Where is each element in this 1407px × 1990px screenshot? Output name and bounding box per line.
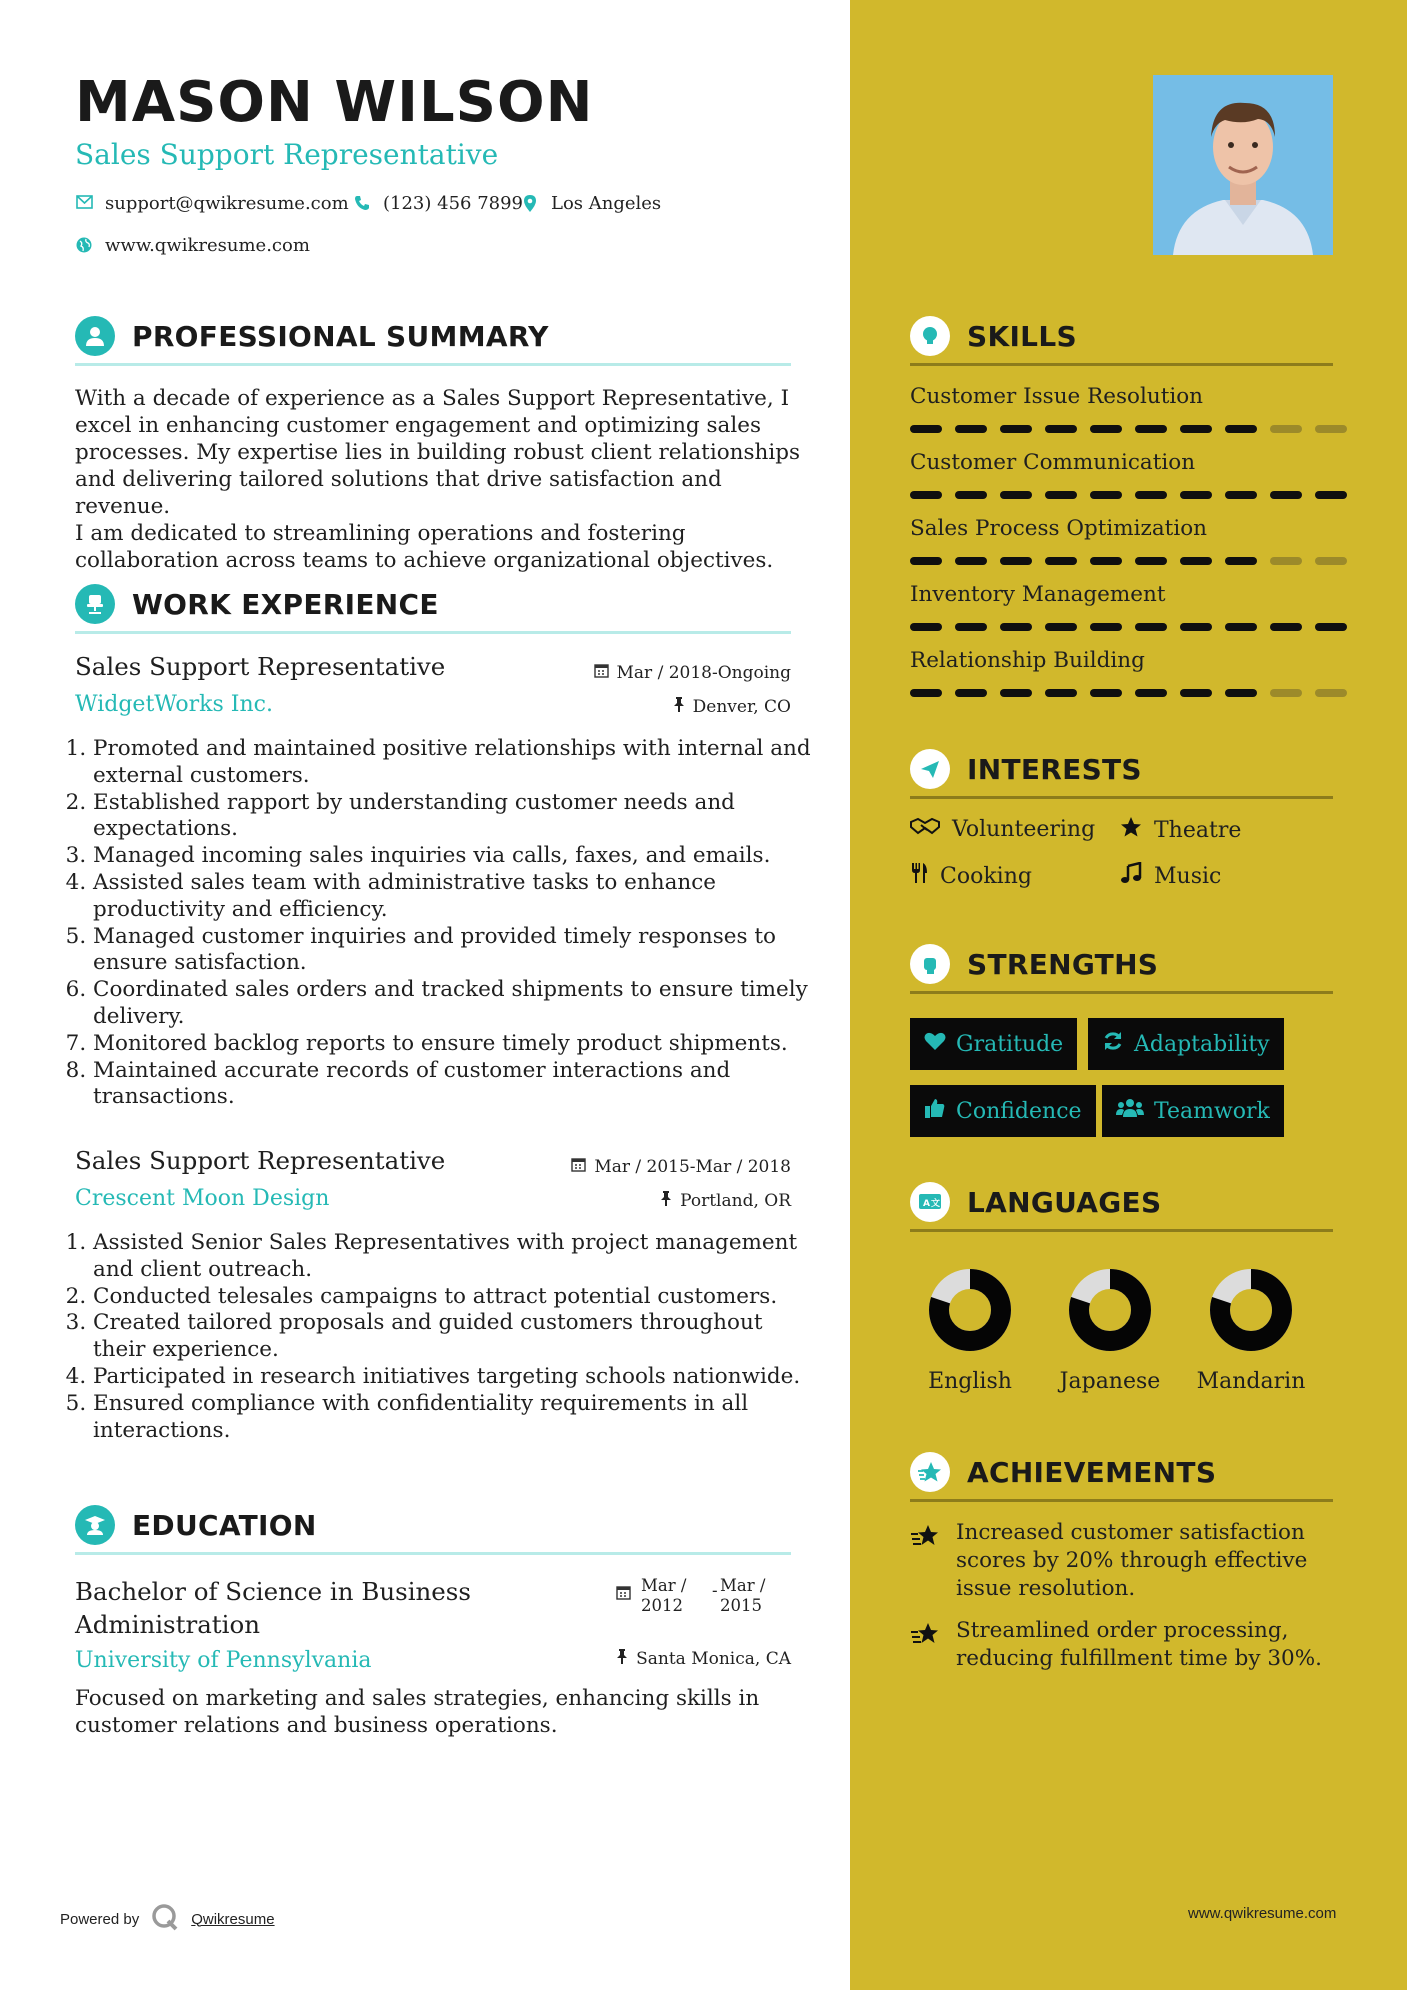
duty-item: 3. Managed incoming sales inquiries via calls, faxes, and emails.: [93, 843, 813, 870]
pushpin-icon: [616, 1649, 628, 1669]
profile-photo: [1153, 75, 1333, 255]
svg-text:A: A: [923, 1199, 930, 1209]
summary-text: [75, 385, 815, 574]
skills-divider: [910, 363, 1333, 366]
duty-item: 8. Maintained accurate records of customer interactions and transactions.: [93, 1058, 813, 1112]
duty-item: 2. Conducted telesales campaigns to attract potential customers.: [93, 1284, 813, 1311]
skill-rating-segment: [1270, 425, 1302, 433]
interests-title: INTERESTS: [967, 752, 1142, 786]
duty-item: 3. Created tailored proposals and guided customers throughout their experience.: [93, 1310, 813, 1364]
skill-rating-segment: [1180, 557, 1212, 565]
paper-plane-icon: [910, 749, 950, 789]
skill-rating-segment: [1315, 491, 1347, 499]
edu-desc-line: Focused on marketing and sales strategies, enhancing skills in: [75, 1686, 760, 1711]
language-ring: [1209, 1268, 1293, 1352]
duty-item: 7. Monitored backlog reports to ensure timely product shipments.: [93, 1031, 813, 1058]
graduate-icon: [75, 1505, 115, 1545]
skill-rating-segment: [1000, 557, 1032, 565]
skill-rating-segment: [1090, 557, 1122, 565]
skill-rating-segment: [1315, 689, 1347, 697]
music-note-icon: [1120, 862, 1142, 890]
thumbs-up-icon: [924, 1097, 946, 1125]
skill-rating-segment: [1180, 689, 1212, 697]
skill-rating-segment: [910, 491, 942, 499]
education-title: EDUCATION: [132, 1508, 317, 1542]
education-description: [75, 1685, 815, 1739]
skill-rating-segment: [910, 425, 942, 433]
summary-line: collaboration across teams to achieve organizational objectives.: [75, 548, 774, 573]
skill-rating-segment: [1135, 425, 1167, 433]
language-label: English: [928, 1369, 1012, 1394]
achievements-divider: [910, 1499, 1333, 1502]
contact-website[interactable]: [75, 235, 310, 256]
edu-location-text: Santa Monica, CA: [636, 1649, 791, 1669]
achievement-line: reducing fulfillment time by 30%.: [956, 1646, 1323, 1671]
skill-rating-segment: [1180, 425, 1212, 433]
summary-line: processes. My expertise lies in building robust client relationships: [75, 440, 801, 465]
globe-icon: [75, 237, 93, 255]
footer-powered: [60, 1903, 275, 1935]
language-label: Mandarin: [1196, 1369, 1306, 1394]
job-role: Sales Support Representative: [75, 1146, 446, 1175]
skill-label: Customer Issue Resolution: [910, 384, 1204, 409]
strength-label: Confidence: [956, 1098, 1082, 1124]
interest-label: Theatre: [1154, 817, 1242, 843]
sidebar-column: [850, 0, 1407, 1990]
skill-rating-segment: [955, 425, 987, 433]
achievement-item: [956, 1519, 1326, 1603]
job-duties: [75, 736, 813, 1111]
skill-label: Relationship Building: [910, 648, 1145, 673]
skills-heading: [910, 316, 1077, 356]
job-dates: [571, 1157, 791, 1177]
qwikresume-logo-icon: [151, 1903, 179, 1935]
strength-label: Gratitude: [956, 1031, 1064, 1057]
skill-rating-segment: [1225, 491, 1257, 499]
interest-item: [1120, 816, 1241, 844]
summary-divider: [75, 363, 791, 366]
edu-start-year: 2012: [641, 1596, 683, 1615]
interest-item: [910, 862, 1032, 890]
edu-end-year: 2015: [720, 1596, 762, 1615]
job-location-text: Denver, CO: [692, 697, 791, 717]
language-icon: [910, 1182, 950, 1222]
summary-line: I am dedicated to streamlining operations and fostering: [75, 521, 686, 546]
heart-icon: [924, 1031, 946, 1057]
skill-rating: [910, 623, 1347, 631]
refresh-icon: [1102, 1030, 1124, 1058]
duty-item: 5. Managed customer inquiries and provided timely responses to ensure satisfaction.: [93, 924, 813, 978]
edu-location: [616, 1649, 791, 1669]
job-dates-text: Mar / 2018-Ongoing: [616, 663, 791, 683]
skill-rating-segment: [1270, 623, 1302, 631]
achievement-line: issue resolution.: [956, 1576, 1136, 1601]
job-company: Crescent Moon Design: [75, 1186, 330, 1211]
skill-label: Inventory Management: [910, 582, 1166, 607]
pushpin-icon: [673, 697, 685, 717]
languages-title: LANGUAGES: [967, 1185, 1162, 1219]
email-text: support@qwikresume.com: [105, 193, 349, 214]
strength-chip: [910, 1085, 1096, 1137]
skill-label: Sales Process Optimization: [910, 516, 1207, 541]
skill-rating-segment: [955, 557, 987, 565]
edu-date-separator: -: [712, 1581, 718, 1600]
strengths-title: STRENGTHS: [967, 947, 1159, 981]
envelope-icon: [75, 195, 93, 213]
strength-chip: [910, 1018, 1077, 1070]
skill-rating-segment: [1315, 557, 1347, 565]
skill-rating-segment: [910, 623, 942, 631]
skill-rating-segment: [1315, 623, 1347, 631]
duty-item: 5. Ensured compliance with confidentiality requirements in all interactions.: [93, 1391, 813, 1445]
skill-rating-segment: [1225, 689, 1257, 697]
website-text: www.qwikresume.com: [105, 235, 310, 256]
education-heading: [75, 1505, 317, 1545]
skill-rating-segment: [1135, 557, 1167, 565]
user-icon: [75, 316, 115, 356]
skill-rating-segment: [1045, 425, 1077, 433]
skill-rating-segment: [1045, 491, 1077, 499]
contact-location: [521, 193, 661, 214]
skill-rating-segment: [955, 491, 987, 499]
experience-divider: [75, 631, 791, 634]
achievements-heading: [910, 1452, 1216, 1492]
edu-start-date: [641, 1576, 686, 1616]
svg-text:文: 文: [931, 1199, 941, 1209]
calendar-icon: [594, 663, 609, 683]
summary-title: PROFESSIONAL SUMMARY: [132, 319, 549, 353]
phone-icon: [353, 195, 371, 213]
job-dates: [594, 663, 791, 683]
skill-rating-segment: [1270, 689, 1302, 697]
skill-rating: [910, 689, 1347, 697]
summary-line: excel in enhancing customer engagement and optimizing sales: [75, 413, 762, 438]
edu-desc-line: customer relations and business operations.: [75, 1713, 558, 1738]
star-burst-icon: [910, 1522, 940, 1552]
job-location-text: Portland, OR: [680, 1191, 791, 1211]
interest-item: [910, 816, 1095, 842]
phone-text: (123) 456 7899: [383, 193, 524, 214]
skill-rating-segment: [1000, 491, 1032, 499]
skill-rating-segment: [1225, 425, 1257, 433]
edu-end-month: Mar /: [720, 1576, 766, 1595]
skill-rating-segment: [955, 623, 987, 631]
candidate-name: MASON WILSON: [75, 70, 594, 135]
star-burst-icon: [910, 1620, 940, 1650]
job-company: WidgetWorks Inc.: [75, 692, 273, 717]
edu-end-date: [720, 1576, 765, 1616]
achievement-line: scores by 20% through effective: [956, 1548, 1308, 1573]
calendar-icon: [571, 1157, 586, 1177]
strength-label: Adaptability: [1134, 1031, 1270, 1057]
skill-rating-segment: [1135, 491, 1167, 499]
skill-rating-segment: [1180, 491, 1212, 499]
language-ring: [928, 1268, 1012, 1352]
skill-rating-segment: [1315, 425, 1347, 433]
languages-heading: [910, 1182, 1161, 1222]
school-name: University of Pennsylvania: [75, 1648, 372, 1673]
skill-rating-segment: [1090, 491, 1122, 499]
powered-by-text: Powered by: [60, 1910, 140, 1928]
interest-label: Cooking: [940, 863, 1032, 889]
degree-line: Bachelor of Science in Business: [75, 1577, 471, 1606]
skill-rating-segment: [1090, 623, 1122, 631]
lightbulb-icon: [910, 316, 950, 356]
skill-label: Customer Communication: [910, 450, 1196, 475]
calendar-icon: [616, 1585, 631, 1604]
achievement-line: Streamlined order processing,: [956, 1618, 1289, 1643]
experience-heading: [75, 584, 439, 624]
strength-chip: [1088, 1018, 1284, 1070]
pushpin-icon: [660, 1191, 672, 1211]
summary-line: With a decade of experience as a Sales Support Representative, I: [75, 386, 790, 411]
skills-title: SKILLS: [967, 319, 1077, 353]
job-duties: [75, 1230, 813, 1444]
interests-heading: [910, 749, 1142, 789]
achievement-item: [956, 1617, 1326, 1673]
skill-rating-segment: [1045, 623, 1077, 631]
skill-rating-segment: [1000, 623, 1032, 631]
degree: [75, 1575, 471, 1641]
users-icon: [1116, 1097, 1144, 1125]
skill-rating-segment: [910, 557, 942, 565]
strength-chip: [1102, 1085, 1284, 1137]
location-text: Los Angeles: [551, 193, 662, 214]
achievement-line: Increased customer satisfaction: [956, 1520, 1305, 1545]
interests-divider: [910, 796, 1333, 799]
skill-rating-segment: [1090, 689, 1122, 697]
interest-label: Volunteering: [952, 816, 1096, 842]
skill-rating-segment: [910, 689, 942, 697]
skill-rating-segment: [1135, 689, 1167, 697]
duty-item: 4. Participated in research initiatives targeting schools nationwide.: [93, 1364, 813, 1391]
duty-item: 1. Assisted Senior Sales Representatives with project management and client outreach.: [93, 1230, 813, 1284]
duty-item: 1. Promoted and maintained positive relationships with internal and external customers.: [93, 736, 813, 790]
contact-phone[interactable]: [353, 193, 523, 214]
skill-rating-segment: [1225, 557, 1257, 565]
duty-item: 6. Coordinated sales orders and tracked shipments to ensure timely delivery.: [93, 977, 813, 1031]
summary-line: and delivering tailored solutions that drive satisfaction and revenue.: [75, 467, 722, 519]
utensils-icon: [910, 862, 928, 890]
summary-heading: [75, 316, 549, 356]
job-title: Sales Support Representative: [75, 138, 499, 171]
skill-rating-segment: [955, 689, 987, 697]
degree-line: Administration: [75, 1610, 261, 1639]
contact-email[interactable]: [75, 193, 349, 214]
map-pin-icon: [521, 195, 539, 213]
languages-divider: [910, 1229, 1333, 1232]
education-divider: [75, 1552, 791, 1555]
experience-title: WORK EXPERIENCE: [132, 587, 439, 621]
job-location: [673, 697, 791, 717]
language-ring: [1068, 1268, 1152, 1352]
strengths-heading: [910, 944, 1158, 984]
strength-label: Teamwork: [1154, 1098, 1270, 1124]
office-chair-icon: [75, 584, 115, 624]
job-role: Sales Support Representative: [75, 652, 446, 681]
skill-rating-segment: [1180, 623, 1212, 631]
skill-rating: [910, 425, 1347, 433]
duty-item: 4. Assisted sales team with administrative tasks to enhance productivity and efficiency.: [93, 870, 813, 924]
skill-rating-segment: [1090, 425, 1122, 433]
job-location: [660, 1191, 791, 1211]
skill-rating-segment: [1225, 623, 1257, 631]
skill-rating-segment: [1000, 425, 1032, 433]
skill-rating: [910, 491, 1347, 499]
interest-item: [1120, 862, 1221, 890]
skill-rating-segment: [1270, 557, 1302, 565]
job-dates-text: Mar / 2015-Mar / 2018: [594, 1157, 791, 1177]
achievements-title: ACHIEVEMENTS: [967, 1455, 1217, 1489]
language-label: Japanese: [1059, 1369, 1161, 1394]
skill-rating-segment: [1045, 689, 1077, 697]
brand-link[interactable]: Qwikresume: [191, 1910, 275, 1928]
interest-label: Music: [1154, 863, 1222, 889]
footer-site[interactable]: www.qwikresume.com: [1188, 1905, 1337, 1922]
skill-rating-segment: [1000, 689, 1032, 697]
handshake-icon: [910, 816, 940, 842]
fist-icon: [910, 944, 950, 984]
duty-item: 2. Established rapport by understanding customer needs and expectations.: [93, 790, 813, 844]
skill-rating-segment: [1135, 623, 1167, 631]
skill-rating: [910, 557, 1347, 565]
edu-start-month: Mar /: [641, 1576, 687, 1595]
star-icon: [1120, 816, 1142, 844]
trophy-star-icon: [910, 1452, 950, 1492]
skill-rating-segment: [1270, 491, 1302, 499]
strengths-divider: [910, 991, 1333, 994]
skill-rating-segment: [1045, 557, 1077, 565]
